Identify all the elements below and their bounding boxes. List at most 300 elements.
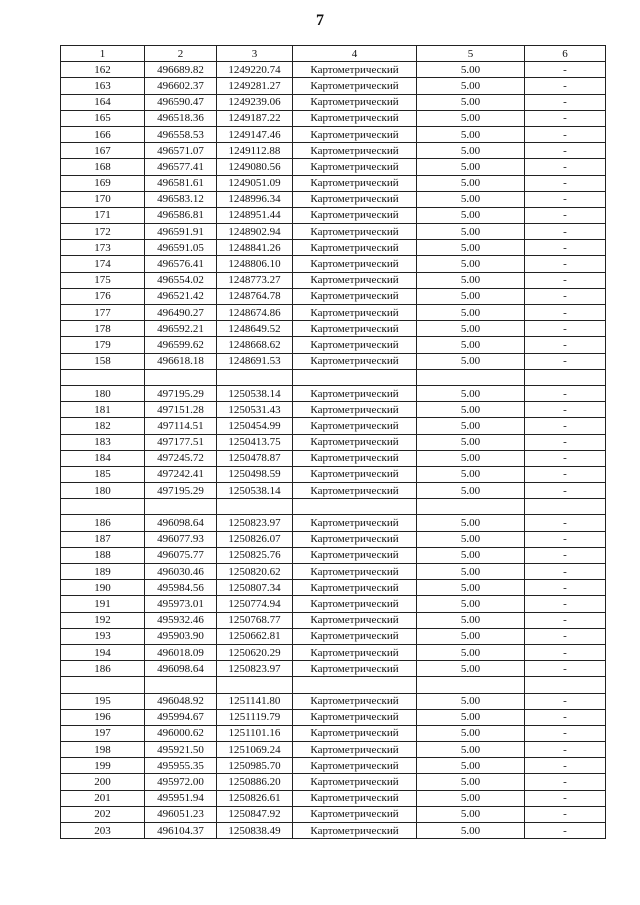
table-cell: 167 (61, 143, 145, 159)
table-cell: 1249112.88 (217, 143, 293, 159)
table-cell: 1250823.97 (217, 515, 293, 531)
table-cell: Картометрический (293, 256, 417, 272)
page-number: 7 (316, 12, 324, 29)
table-cell: 188 (61, 547, 145, 563)
table-cell: 496590.47 (145, 94, 217, 110)
table-cell: 177 (61, 305, 145, 321)
table-cell: 495973.01 (145, 596, 217, 612)
table-cell: 195 (61, 693, 145, 709)
table-cell: 5.00 (417, 321, 525, 337)
table-cell: 5.00 (417, 547, 525, 563)
table-cell: Картометрический (293, 790, 417, 806)
table-cell: 1248951.44 (217, 207, 293, 223)
table-cell: 497195.29 (145, 483, 217, 499)
table-cell: - (525, 126, 606, 142)
table-cell: 181 (61, 402, 145, 418)
table-row (61, 531, 606, 547)
table-cell: 198 (61, 742, 145, 758)
table-cell: 203 (61, 823, 145, 839)
table-cell: 496490.27 (145, 305, 217, 321)
table-cell: 192 (61, 612, 145, 628)
table-cell: - (525, 78, 606, 94)
empty-cell (217, 499, 293, 515)
table-cell: - (525, 434, 606, 450)
header-cell: 3 (217, 46, 293, 62)
table-cell: 495932.46 (145, 612, 217, 628)
empty-cell (217, 677, 293, 693)
table-row (61, 742, 606, 758)
table-cell: 496018.09 (145, 644, 217, 660)
table-cell: Картометрический (293, 191, 417, 207)
table-cell: Картометрический (293, 806, 417, 822)
table-cell: 165 (61, 110, 145, 126)
table-cell: 1250847.92 (217, 806, 293, 822)
table-row (61, 644, 606, 660)
table-cell: 5.00 (417, 62, 525, 78)
table-row (61, 337, 606, 353)
table-cell: 170 (61, 191, 145, 207)
table-row (61, 207, 606, 223)
separator-row (61, 677, 606, 693)
table-cell: - (525, 661, 606, 677)
table-cell: - (525, 742, 606, 758)
table-cell: 5.00 (417, 175, 525, 191)
table-cell: - (525, 628, 606, 644)
table-cell: 497114.51 (145, 418, 217, 434)
table-cell: 1249080.56 (217, 159, 293, 175)
table-row (61, 547, 606, 563)
table-cell: - (525, 466, 606, 482)
table-cell: 193 (61, 628, 145, 644)
table-row (61, 78, 606, 94)
separator-row (61, 499, 606, 515)
table-cell: Картометрический (293, 434, 417, 450)
header-cell: 2 (145, 46, 217, 62)
table-cell: - (525, 321, 606, 337)
table-cell: 496098.64 (145, 661, 217, 677)
table-cell: - (525, 305, 606, 321)
table-cell: Картометрический (293, 628, 417, 644)
table-cell: 497195.29 (145, 385, 217, 401)
coordinates-table (60, 45, 606, 839)
table-cell: 5.00 (417, 305, 525, 321)
table-cell: Картометрический (293, 483, 417, 499)
table-cell: 496581.61 (145, 175, 217, 191)
table-cell: 5.00 (417, 353, 525, 369)
table-cell: - (525, 288, 606, 304)
table-row (61, 774, 606, 790)
empty-cell (293, 369, 417, 385)
table-row (61, 434, 606, 450)
table-cell: 5.00 (417, 709, 525, 725)
table-row (61, 515, 606, 531)
table-cell: 496104.37 (145, 823, 217, 839)
table-cell: - (525, 790, 606, 806)
table-cell: 1248996.34 (217, 191, 293, 207)
table-cell: - (525, 402, 606, 418)
table-cell: - (525, 418, 606, 434)
table-cell: 1248691.53 (217, 353, 293, 369)
table-cell: Картометрический (293, 288, 417, 304)
table-cell: 496000.62 (145, 725, 217, 741)
table-cell: - (525, 758, 606, 774)
table-row (61, 709, 606, 725)
table-cell: 184 (61, 450, 145, 466)
table-row (61, 143, 606, 159)
table-cell: 1250538.14 (217, 385, 293, 401)
table-row (61, 612, 606, 628)
table-cell: 495955.35 (145, 758, 217, 774)
table-row (61, 693, 606, 709)
table-cell: 197 (61, 725, 145, 741)
table-cell: Картометрический (293, 94, 417, 110)
table-cell: Картометрический (293, 224, 417, 240)
table-cell: 5.00 (417, 483, 525, 499)
empty-cell (525, 499, 606, 515)
table-cell: 1249239.06 (217, 94, 293, 110)
table-cell: 1248674.86 (217, 305, 293, 321)
table-cell: 496583.12 (145, 191, 217, 207)
table-cell: 497151.28 (145, 402, 217, 418)
table-cell: Картометрический (293, 272, 417, 288)
empty-cell (145, 369, 217, 385)
table-cell: 5.00 (417, 159, 525, 175)
table-cell: - (525, 596, 606, 612)
table-cell: - (525, 385, 606, 401)
table-cell: 5.00 (417, 110, 525, 126)
table-cell: 5.00 (417, 402, 525, 418)
table-cell: Картометрический (293, 175, 417, 191)
table-cell: 201 (61, 790, 145, 806)
table-row (61, 224, 606, 240)
table-cell: - (525, 143, 606, 159)
table-cell: 191 (61, 596, 145, 612)
table-cell: 187 (61, 531, 145, 547)
table-cell: 1251141.80 (217, 693, 293, 709)
table-cell: Картометрический (293, 305, 417, 321)
table-cell: - (525, 272, 606, 288)
empty-cell (417, 499, 525, 515)
table-cell: Картометрический (293, 385, 417, 401)
table-row (61, 450, 606, 466)
table-cell: 174 (61, 256, 145, 272)
table-cell: 5.00 (417, 758, 525, 774)
table-cell: 496051.23 (145, 806, 217, 822)
table-cell: 495903.90 (145, 628, 217, 644)
table-cell: 5.00 (417, 272, 525, 288)
table-cell: - (525, 224, 606, 240)
table-cell: 5.00 (417, 434, 525, 450)
table-cell: Картометрический (293, 466, 417, 482)
table-cell: 1250985.70 (217, 758, 293, 774)
table-cell: 5.00 (417, 725, 525, 741)
table-cell: Картометрический (293, 450, 417, 466)
table-header-row (61, 46, 606, 62)
table-cell: Картометрический (293, 742, 417, 758)
table-cell: 1250807.34 (217, 580, 293, 596)
table-cell: Картометрический (293, 644, 417, 660)
table-cell: 495984.56 (145, 580, 217, 596)
table-row (61, 402, 606, 418)
header-cell: 1 (61, 46, 145, 62)
table-cell: 1250538.14 (217, 483, 293, 499)
header-cell: 6 (525, 46, 606, 62)
table-cell: 172 (61, 224, 145, 240)
table-cell: Картометрический (293, 693, 417, 709)
table-cell: 1248649.52 (217, 321, 293, 337)
table-cell: 185 (61, 466, 145, 482)
table-row (61, 596, 606, 612)
table-cell: 5.00 (417, 450, 525, 466)
table-cell: 496075.77 (145, 547, 217, 563)
table-cell: 199 (61, 758, 145, 774)
table-cell: Картометрический (293, 78, 417, 94)
table-cell: 5.00 (417, 661, 525, 677)
table-cell: 496689.82 (145, 62, 217, 78)
table-row (61, 418, 606, 434)
empty-cell (61, 677, 145, 693)
table-cell: 168 (61, 159, 145, 175)
table-cell: 5.00 (417, 78, 525, 94)
table-cell: Картометрический (293, 531, 417, 547)
table-cell: - (525, 191, 606, 207)
table-cell: 5.00 (417, 628, 525, 644)
table-cell: 1250413.75 (217, 434, 293, 450)
table-cell: 496077.93 (145, 531, 217, 547)
table-cell: Картометрический (293, 62, 417, 78)
table-row (61, 94, 606, 110)
table-row (61, 466, 606, 482)
table-cell: 5.00 (417, 742, 525, 758)
table-cell: - (525, 531, 606, 547)
table-cell: Картометрический (293, 612, 417, 628)
table-cell: 5.00 (417, 693, 525, 709)
table-cell: 1251119.79 (217, 709, 293, 725)
table-cell: 5.00 (417, 806, 525, 822)
table-cell: 176 (61, 288, 145, 304)
table-cell: 496048.92 (145, 693, 217, 709)
table-cell: - (525, 110, 606, 126)
table-cell: 5.00 (417, 143, 525, 159)
table-cell: 1250531.43 (217, 402, 293, 418)
table-row (61, 806, 606, 822)
table-cell: 1248668.62 (217, 337, 293, 353)
table-cell: 1250823.97 (217, 661, 293, 677)
table-cell: 496577.41 (145, 159, 217, 175)
empty-cell (525, 369, 606, 385)
table-cell: 5.00 (417, 126, 525, 142)
table-cell: 1250454.99 (217, 418, 293, 434)
table-cell: - (525, 725, 606, 741)
table-cell: 495994.67 (145, 709, 217, 725)
table-row (61, 661, 606, 677)
table-cell: 166 (61, 126, 145, 142)
table-cell: 1249220.74 (217, 62, 293, 78)
table-cell: 1250826.61 (217, 790, 293, 806)
table-cell: 5.00 (417, 418, 525, 434)
table-cell: 1250820.62 (217, 564, 293, 580)
table-cell: 200 (61, 774, 145, 790)
table-cell: 5.00 (417, 256, 525, 272)
table-cell: Картометрический (293, 143, 417, 159)
table-cell: 495972.00 (145, 774, 217, 790)
table-row (61, 126, 606, 142)
table-cell: 495921.50 (145, 742, 217, 758)
table-cell: 5.00 (417, 385, 525, 401)
table-row (61, 580, 606, 596)
table-cell: 180 (61, 483, 145, 499)
table-cell: Картометрический (293, 402, 417, 418)
table-cell: - (525, 774, 606, 790)
table-cell: Картометрический (293, 321, 417, 337)
table-cell: Картометрический (293, 110, 417, 126)
table-cell: - (525, 207, 606, 223)
table-cell: 182 (61, 418, 145, 434)
table-cell: 5.00 (417, 531, 525, 547)
table-cell: 5.00 (417, 191, 525, 207)
table-cell: 189 (61, 564, 145, 580)
table-row (61, 758, 606, 774)
table-cell: 5.00 (417, 515, 525, 531)
table-cell: - (525, 175, 606, 191)
table-cell: - (525, 62, 606, 78)
table-cell: 164 (61, 94, 145, 110)
table-cell: - (525, 806, 606, 822)
table-cell: 5.00 (417, 240, 525, 256)
table-cell: 179 (61, 337, 145, 353)
table-cell: 497245.72 (145, 450, 217, 466)
table-row (61, 256, 606, 272)
table-cell: - (525, 159, 606, 175)
table-row (61, 385, 606, 401)
table-cell: 496591.05 (145, 240, 217, 256)
table-cell: 1250478.87 (217, 450, 293, 466)
table-cell: 1250498.59 (217, 466, 293, 482)
table-cell: 194 (61, 644, 145, 660)
table-cell: - (525, 823, 606, 839)
table-cell: 1248806.10 (217, 256, 293, 272)
table-cell: 497242.41 (145, 466, 217, 482)
table-cell: 1250825.76 (217, 547, 293, 563)
table-row (61, 240, 606, 256)
table-cell: 162 (61, 62, 145, 78)
table-row (61, 288, 606, 304)
table-body (61, 46, 606, 839)
table-cell: - (525, 483, 606, 499)
table-row (61, 321, 606, 337)
table-cell: Картометрический (293, 547, 417, 563)
table-cell: - (525, 515, 606, 531)
table-cell: Картометрический (293, 709, 417, 725)
empty-cell (417, 677, 525, 693)
table-cell: Картометрический (293, 126, 417, 142)
table-row (61, 175, 606, 191)
table-cell: 5.00 (417, 580, 525, 596)
empty-cell (293, 677, 417, 693)
table-cell: 1249281.27 (217, 78, 293, 94)
table-cell: 1248773.27 (217, 272, 293, 288)
table-cell: - (525, 94, 606, 110)
table-row (61, 159, 606, 175)
empty-cell (417, 369, 525, 385)
table-cell: 496521.42 (145, 288, 217, 304)
table-cell: 496576.41 (145, 256, 217, 272)
table-cell: - (525, 580, 606, 596)
table-row (61, 62, 606, 78)
table-cell: 1250768.77 (217, 612, 293, 628)
table-cell: 496571.07 (145, 143, 217, 159)
table-cell: 496599.62 (145, 337, 217, 353)
table-cell: 496518.36 (145, 110, 217, 126)
table-cell: 158 (61, 353, 145, 369)
table-cell: 1249147.46 (217, 126, 293, 142)
table-cell: 186 (61, 661, 145, 677)
table-cell: Картометрический (293, 596, 417, 612)
table-cell: - (525, 564, 606, 580)
table-row (61, 353, 606, 369)
table-row (61, 191, 606, 207)
table-cell: 496030.46 (145, 564, 217, 580)
table-cell: 1248902.94 (217, 224, 293, 240)
table-cell: 5.00 (417, 337, 525, 353)
table-row (61, 483, 606, 499)
table-cell: 202 (61, 806, 145, 822)
table-cell: 496554.02 (145, 272, 217, 288)
header-cell: 5 (417, 46, 525, 62)
empty-cell (61, 369, 145, 385)
table-cell: 5.00 (417, 596, 525, 612)
table-cell: - (525, 709, 606, 725)
table-cell: 190 (61, 580, 145, 596)
table-row (61, 628, 606, 644)
header-cell: 4 (293, 46, 417, 62)
table-cell: Картометрический (293, 207, 417, 223)
table-cell: Картометрический (293, 515, 417, 531)
table-row (61, 725, 606, 741)
table-cell: 1250886.20 (217, 774, 293, 790)
empty-cell (217, 369, 293, 385)
table-cell: 1251069.24 (217, 742, 293, 758)
table-cell: 1251101.16 (217, 725, 293, 741)
table-cell: 1249051.09 (217, 175, 293, 191)
table-cell: - (525, 450, 606, 466)
table-cell: 496592.21 (145, 321, 217, 337)
table-cell: 5.00 (417, 774, 525, 790)
table-cell: 178 (61, 321, 145, 337)
table-row (61, 110, 606, 126)
table-cell: 496586.81 (145, 207, 217, 223)
table-cell: 169 (61, 175, 145, 191)
table-cell: Картометрический (293, 564, 417, 580)
table-cell: 183 (61, 434, 145, 450)
table-cell: 495951.94 (145, 790, 217, 806)
table-cell: 5.00 (417, 644, 525, 660)
table-cell: - (525, 644, 606, 660)
table-cell: 496558.53 (145, 126, 217, 142)
table-cell: - (525, 353, 606, 369)
table-cell: 5.00 (417, 224, 525, 240)
table-cell: 186 (61, 515, 145, 531)
table-cell: Картометрический (293, 240, 417, 256)
table-cell: 496098.64 (145, 515, 217, 531)
table-cell: Картометрический (293, 774, 417, 790)
table-cell: Картометрический (293, 353, 417, 369)
table-cell: 171 (61, 207, 145, 223)
table-cell: Картометрический (293, 725, 417, 741)
table-cell: Картометрический (293, 758, 417, 774)
table-row (61, 272, 606, 288)
table-cell: 1248841.26 (217, 240, 293, 256)
